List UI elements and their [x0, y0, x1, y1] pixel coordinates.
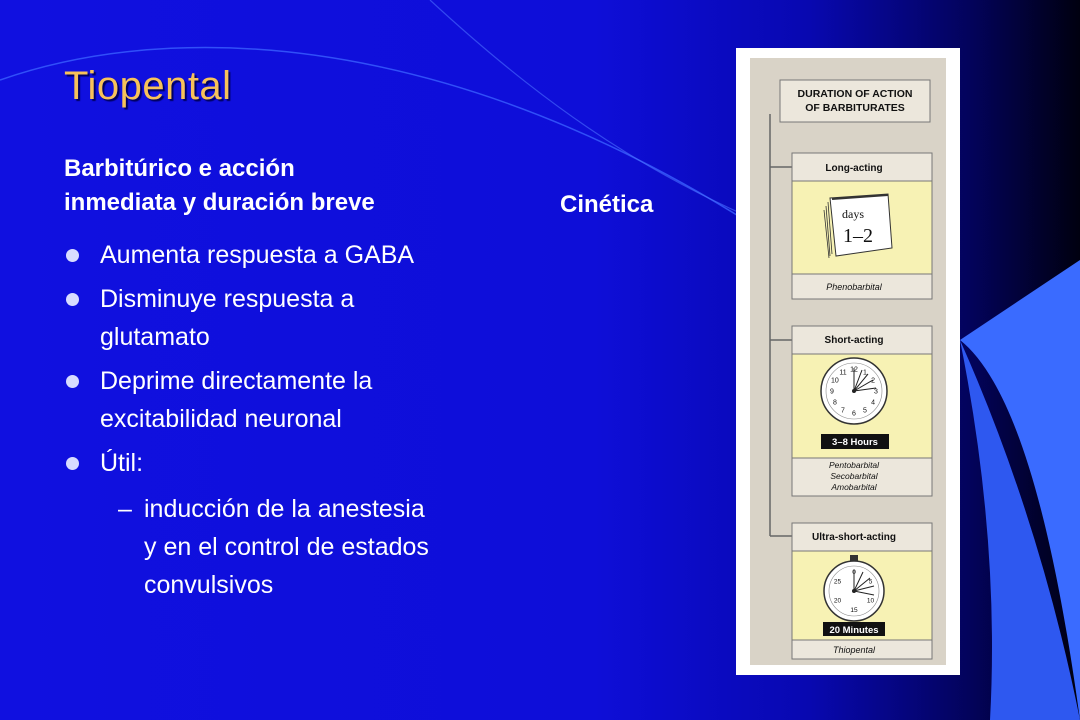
slide-title: Tiopental [64, 64, 232, 108]
drug-secobarbital: Secobarbital [830, 471, 878, 481]
long-acting-label: Long-acting [825, 163, 883, 174]
dial-numeral: 6 [852, 410, 856, 418]
dial-numeral: 1 [863, 369, 867, 377]
bullet-item [64, 280, 534, 356]
bullet-dot-icon [66, 457, 79, 470]
dial-numeral: 5 [863, 407, 867, 415]
dial-numeral: 11 [839, 369, 847, 377]
dial-numeral: 4 [871, 399, 876, 407]
short-acting-card [792, 326, 932, 496]
dial-numeral: 9 [830, 388, 834, 396]
dial-numeral: 2 [871, 377, 876, 385]
dial-numeral: 10 [866, 597, 875, 605]
ultra-short-acting-card [792, 523, 932, 659]
dial-numeral: 0 [852, 569, 856, 577]
sub-bullet-item [64, 490, 534, 604]
bullet-text-line-1: Disminuye respuesta a [100, 285, 355, 313]
bullet-text-line-2: glutamato [100, 323, 210, 351]
calendar-top-text: days [842, 207, 864, 221]
figure-header-line-2: OF BARBITURATES [805, 102, 905, 114]
bullet-text-line-2: excitabilidad neuronal [100, 405, 342, 433]
sub-bullet-line-3: convulsivos [144, 571, 274, 599]
bullet-item [64, 444, 534, 604]
drug-phenobarbital: Phenobarbital [826, 282, 882, 292]
bullet-dot-icon [66, 375, 79, 388]
drug-pentobarbital: Pentobarbital [828, 460, 880, 470]
sub-bullet-line-1: inducción de la anestesia [144, 495, 425, 523]
slide-subtitle [64, 152, 375, 220]
dial-numeral: 12 [850, 366, 858, 374]
figure-panel [750, 58, 946, 665]
sub-bullet-line-2: y en el control de estados [144, 533, 429, 561]
figure-drawing [750, 58, 946, 665]
dial-numeral: 15 [850, 607, 858, 615]
subtitle-line-2: inmediata y duración breve [64, 189, 375, 216]
ultra-short-acting-label: Ultra-short-acting [812, 532, 896, 543]
drug-thiopental: Thiopental [832, 645, 876, 655]
dial-numeral: 3 [874, 388, 878, 396]
bullet-item [64, 362, 534, 438]
dial-numeral: 20 [833, 597, 842, 605]
short-acting-label: Short-acting [824, 335, 884, 346]
dial-numeral: 10 [831, 377, 839, 385]
bullet-dot-icon [66, 293, 79, 306]
figure-header-line-1: DURATION OF ACTION [797, 88, 913, 100]
drug-amobarbital: Amobarbital [831, 482, 877, 492]
sub-bullet-list [64, 490, 534, 604]
bullet-text: Aumenta respuesta a GABA [100, 241, 415, 269]
side-label: Cinética [560, 191, 654, 218]
clock-icon [821, 358, 887, 424]
barbiturates-figure [736, 48, 960, 675]
bullet-text-line-1: Deprime directamente la [100, 367, 373, 395]
subtitle-line-1: Barbitúrico e acción [64, 155, 295, 182]
dash-icon: – [118, 495, 132, 523]
ultra-short-acting-duration: 20 Minutes [829, 625, 879, 636]
bullet-dot-icon [66, 249, 79, 262]
bullet-text: Útil: [100, 449, 144, 477]
short-acting-duration: 3–8 Hours [832, 437, 878, 448]
dial-numeral: 25 [833, 578, 842, 586]
bullet-item [64, 236, 534, 274]
dial-numeral: 8 [832, 399, 837, 407]
dial-numeral: 5 [868, 578, 873, 586]
dial-numeral: 7 [841, 407, 845, 415]
bullet-list [64, 236, 534, 610]
long-acting-card [792, 153, 932, 299]
calendar-value-text: 1–2 [843, 225, 873, 247]
